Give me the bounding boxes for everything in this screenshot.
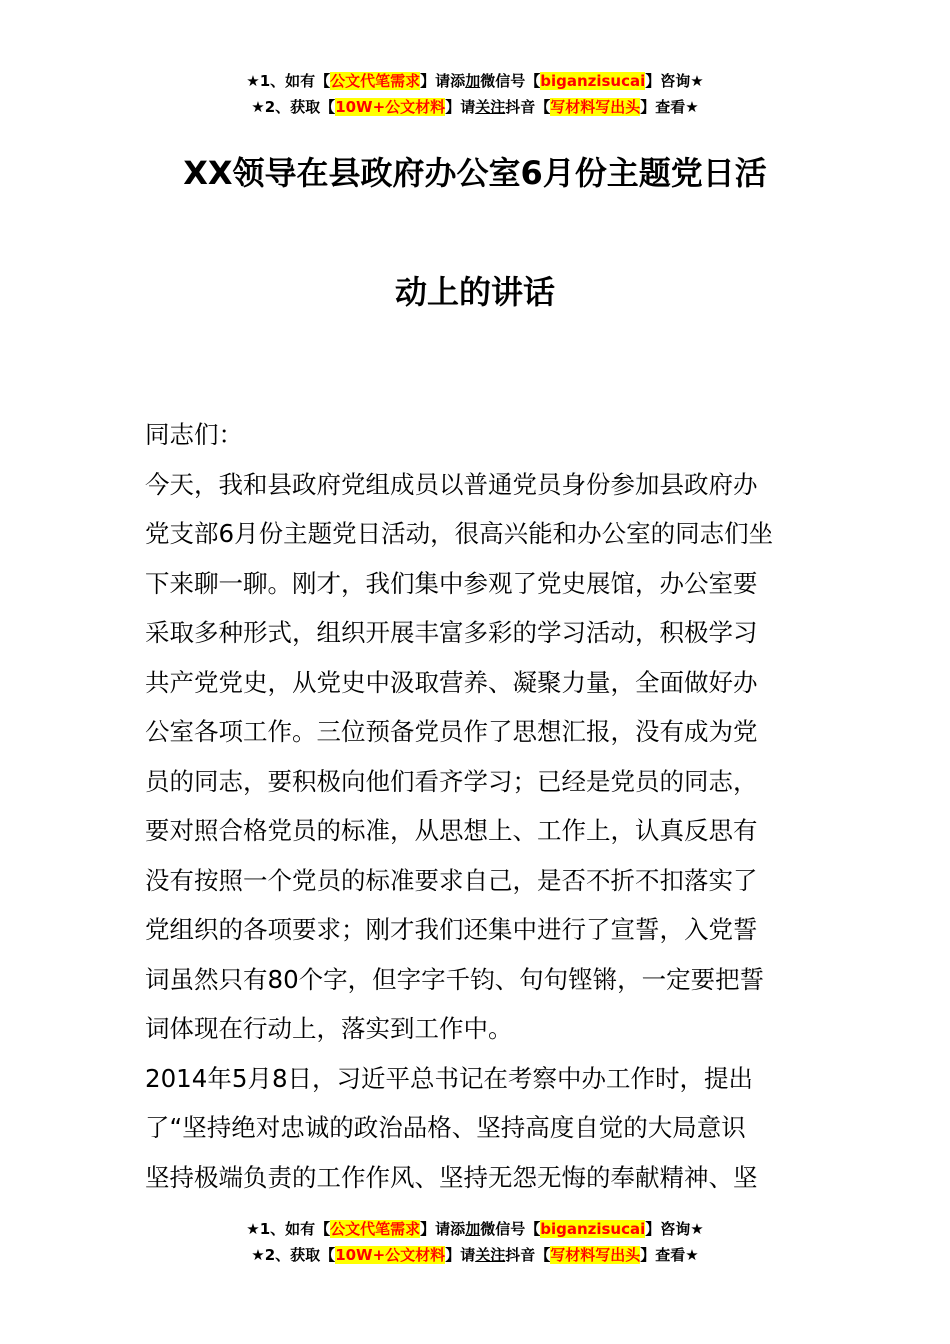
document-title-line-2: 动上的讲话: [394, 273, 555, 311]
paragraph-1: [145, 460, 810, 1054]
text-line: 要对照合格党员的标准，从思想上、工作上，认真反思有: [145, 816, 758, 845]
banner-text: ★1、如有【: [246, 72, 331, 90]
banner-text: ★2、获取【: [251, 1246, 336, 1264]
text-line: 采取多种形式，组织开展丰富多彩的学习活动，积极学习: [145, 618, 758, 647]
text-line: 下来聊一聊。刚才，我们集中参观了党史展馆，办公室要: [145, 568, 758, 598]
banner-line-2: [0, 1242, 950, 1268]
banner-text: 抖音【: [505, 1246, 551, 1264]
banner-text: 微信号【: [480, 72, 541, 90]
banner-text: 抖音【: [505, 98, 551, 116]
banner-underlined-text: 加: [465, 72, 481, 90]
document-title-line-1: XX领导在县政府办公室6月份主题党日活: [183, 154, 767, 192]
banner-text: 微信号【: [480, 1220, 541, 1238]
header-banner: [0, 68, 950, 120]
banner-highlight: 公文代笔需求: [330, 1220, 421, 1238]
banner-highlight: 10W+公文材料: [335, 1246, 446, 1264]
text-line: 坚持极端负责的工作作风、坚持无怨无悔的奉献精神、坚: [145, 1162, 758, 1192]
text-line: 公室各项工作。三位预备党员作了思想汇报，没有成为党: [145, 717, 758, 746]
banner-text: 】查看★: [640, 98, 699, 116]
text-line: 党组织的各项要求；刚才我们还集中进行了宣誓，入党誓: [145, 915, 758, 944]
banner-text: ★1、如有【: [246, 1220, 331, 1238]
banner-underlined-text: 加: [465, 1220, 481, 1238]
banner-text: 】请添: [420, 72, 466, 90]
banner-line-1: [0, 1216, 950, 1242]
banner-text: 】请: [445, 98, 476, 116]
text-line: 词虽然只有80个字，但字字千钧、句句铿锵，一定要把誓: [145, 964, 765, 994]
banner-text: 】咨询★: [645, 72, 704, 90]
banner-highlight: 10W+公文材料: [335, 98, 446, 116]
banner-highlight: 公文代笔需求: [330, 72, 421, 90]
banner-text: ★2、获取【: [251, 98, 336, 116]
banner-line-1: [0, 68, 950, 94]
banner-line-2: [0, 94, 950, 120]
footer-banner: [0, 1216, 950, 1268]
text-line: 没有按照一个党员的标准要求自己，是否不折不扣落实了: [145, 865, 758, 895]
text-line: 词体现在行动上，落实到工作中。: [145, 1014, 513, 1043]
text-line: 了“坚持绝对忠诚的政治品格、坚持高度自觉的大局意识: [145, 1113, 746, 1142]
banner-highlight: 写材料写出头: [550, 1246, 641, 1264]
banner-underlined-text: 关注: [475, 1246, 506, 1264]
banner-text: 】请: [445, 1246, 476, 1264]
paragraph-2: [145, 1054, 810, 1203]
text-line: 今天，我和县政府党组成员以普通党员身份参加县政府办: [145, 469, 758, 499]
banner-highlight: biganzisucai: [540, 1220, 646, 1238]
banner-text: 】查看★: [640, 1246, 699, 1264]
text-line: 共产党党史，从党史中汲取营养、凝聚力量，全面做好办: [145, 667, 758, 697]
text-line: 党支部6月份主题党日活动，很高兴能和办公室的同志们坐: [145, 519, 774, 548]
banner-highlight: 写材料写出头: [550, 98, 641, 116]
salutation: 同志们：: [145, 420, 243, 449]
document-body: [145, 410, 810, 1202]
banner-underlined-text: 关注: [475, 98, 506, 116]
banner-highlight: biganzisucai: [540, 72, 646, 90]
text-line: 员的同志，要积极向他们看齐学习；已经是党员的同志，: [145, 766, 758, 796]
banner-text: 】咨询★: [645, 1220, 704, 1238]
banner-text: 】请添: [420, 1220, 466, 1238]
text-line: 2014年5月8日，习近平总书记在考察中办工作时，提出: [145, 1063, 754, 1093]
